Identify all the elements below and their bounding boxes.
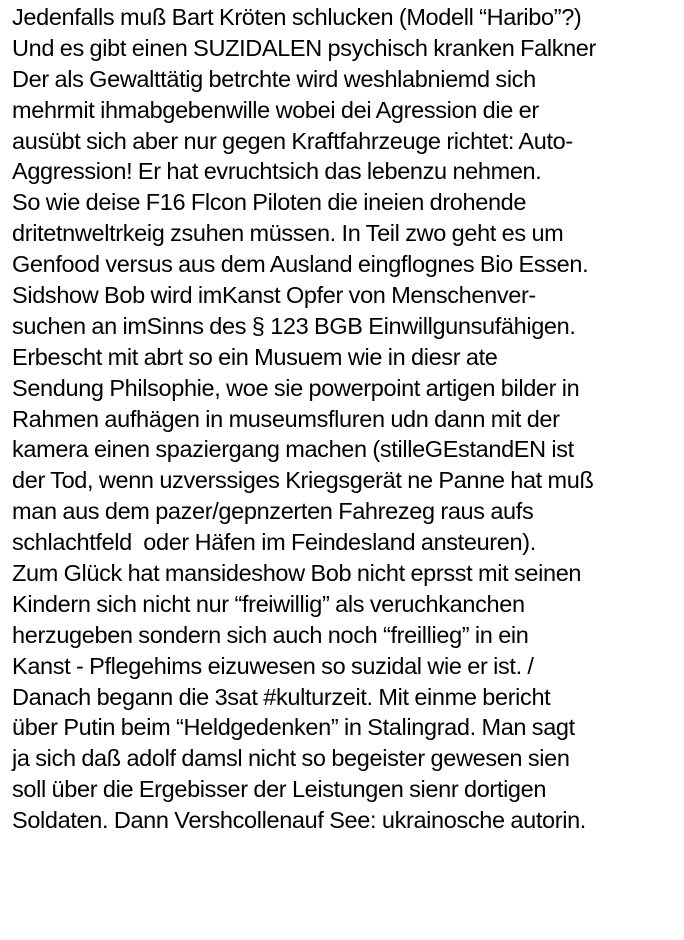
text-line: dritetnweltrkeig zsuhen müssen. In Teil zwo geht es um xyxy=(12,220,564,247)
text-line: So wie deise F16 Flcon Piloten die ineien drohende xyxy=(12,189,527,216)
text-line: Kanst - Pflegehims eizuwesen so suzidal wie er ist. / xyxy=(12,652,534,679)
text-line: mehrmit ihmabgebenwille wobei dei Agression die er xyxy=(12,96,539,123)
text-line: Aggression! Er hat evruchtsich das lebenzu nehmen. xyxy=(12,158,542,185)
text-line: kamera einen spaziergang machen (stilleGEstandEN ist xyxy=(12,436,574,463)
text-line: Rahmen aufhägen in museumsfluren udn dann mit der xyxy=(12,405,560,432)
text-line: Und es gibt einen SUZIDALEN psychisch kranken Falkner xyxy=(12,34,597,61)
text-line: Sidshow Bob wird imKanst Opfer von Menschenver- xyxy=(12,282,536,309)
text-line: Erbescht mit abrt so ein Musuem wie in diesr ate xyxy=(12,343,498,370)
text-line: schlachtfeld oder Häfen im Feindesland ansteuren). xyxy=(12,529,536,556)
text-line: ja sich daß adolf damsl nicht so begeister gewesen sien xyxy=(12,745,570,772)
text-line: über Putin beim “Heldgedenken” in Stalingrad. Man sagt xyxy=(12,714,575,741)
text-paragraph xyxy=(12,2,682,836)
text-line: suchen an imSinns des § 123 BGB Einwillgunsufähigen. xyxy=(12,312,576,339)
text-line: Sendung Philsophie, woe sie powerpoint artigen bilder in xyxy=(12,374,580,401)
text-line: herzugeben sondern sich auch noch “freillieg” in ein xyxy=(12,621,529,648)
text-line: Genfood versus aus dem Ausland eingflognes Bio Essen. xyxy=(12,251,589,278)
text-line: Soldaten. Dann Vershcollenauf See: ukrainosche autorin. xyxy=(12,807,586,834)
text-line: der Tod, wenn uzverssiges Kriegsgerät ne Panne hat muß xyxy=(12,467,594,494)
text-line: Kindern sich nicht nur “freiwillig” als veruchkanchen xyxy=(12,590,525,617)
text-line: man aus dem pazer/gepnzerten Fahrezeg raus aufs xyxy=(12,498,534,525)
text-line: Zum Glück hat mansideshow Bob nicht eprsst mit seinen xyxy=(12,560,582,587)
text-line: Der als Gewalttätig betrchte wird weshlabniemd sich xyxy=(12,65,536,92)
text-line: ausübt sich aber nur gegen Kraftfahrzeuge richtet: Auto- xyxy=(12,127,573,154)
text-line: soll über die Ergebisser der Leistungen sienr dortigen xyxy=(12,776,547,803)
text-line: Jedenfalls muß Bart Kröten schlucken (Modell “Haribo”?) xyxy=(12,4,582,30)
text-line: Danach begann die 3sat #kulturzeit. Mit einme bericht xyxy=(12,683,551,710)
